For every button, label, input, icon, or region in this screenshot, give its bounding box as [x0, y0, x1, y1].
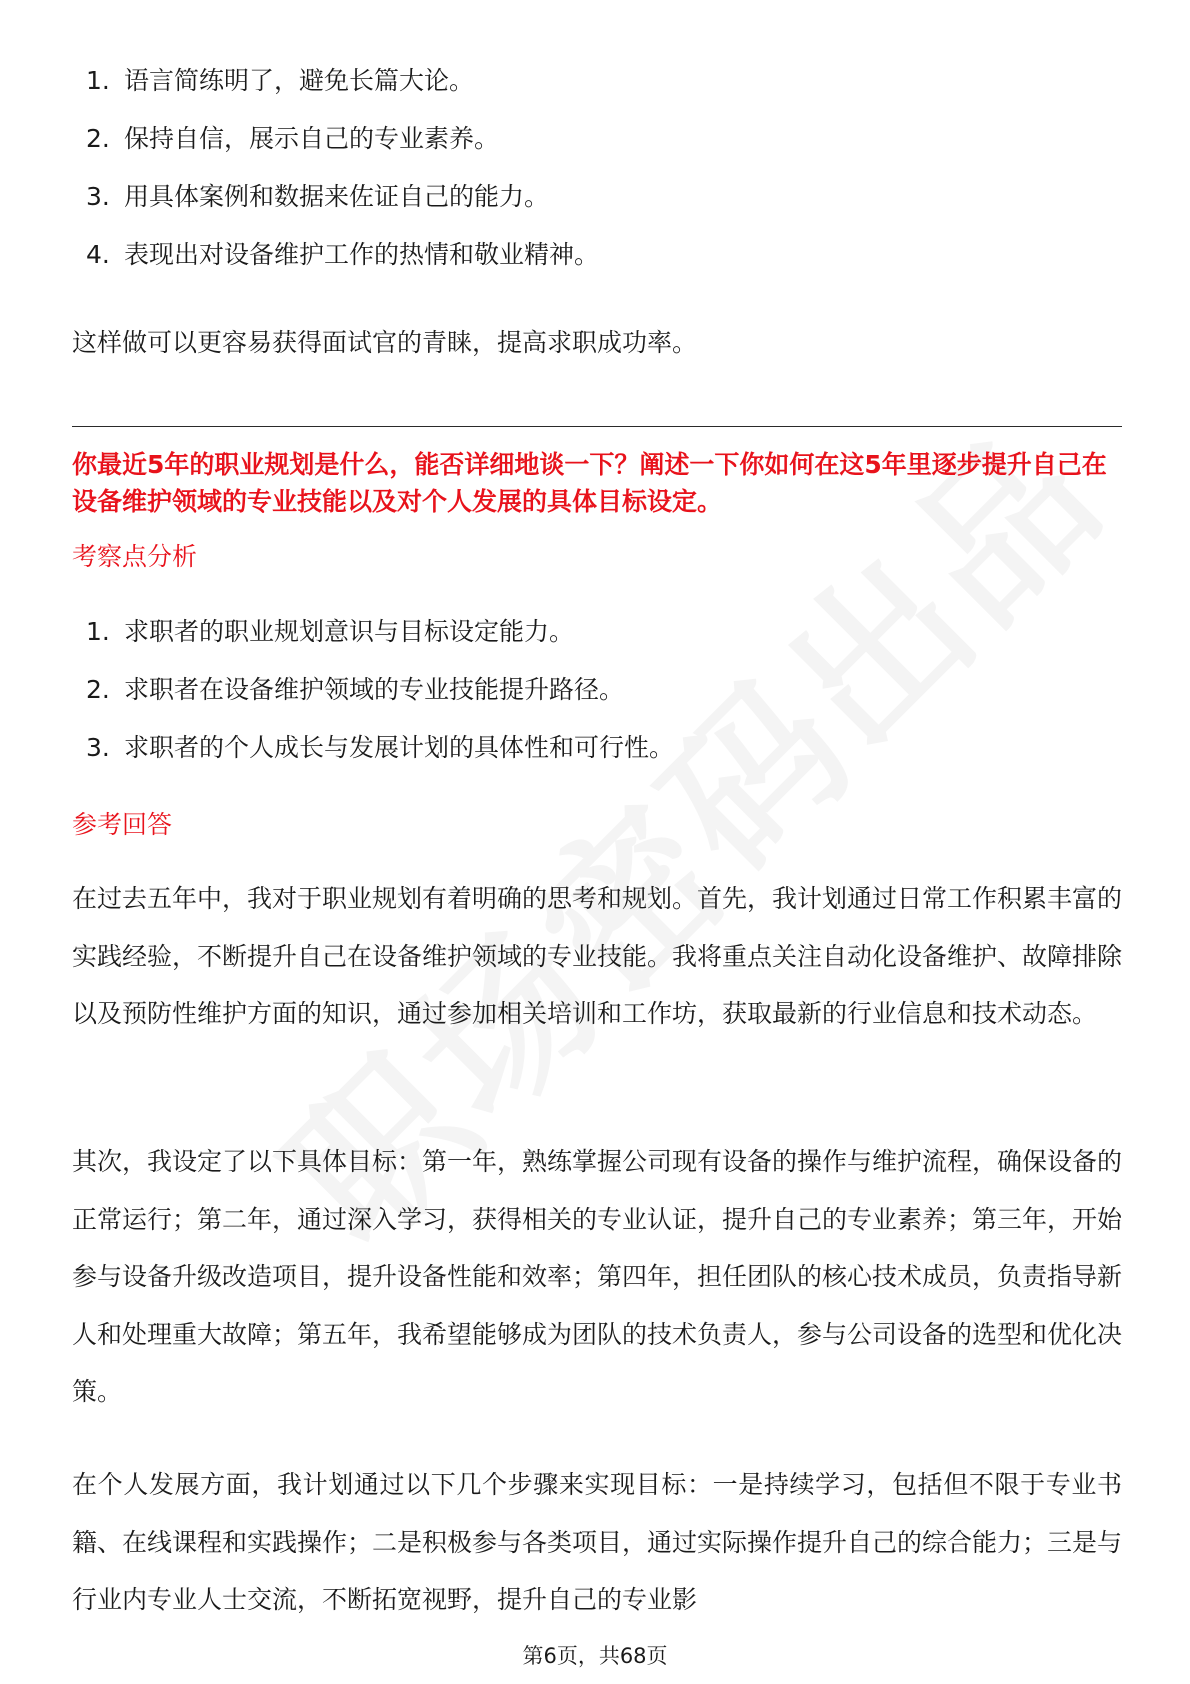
analysis-heading: 考察点分析 — [72, 542, 198, 571]
list-number: 3. — [86, 733, 110, 762]
list-text: 语言简练明了，避免长篇大论。 — [124, 66, 475, 95]
list-text: 求职者的职业规划意识与目标设定能力。 — [124, 617, 575, 646]
list-text: 保持自信，展示自己的专业素养。 — [124, 124, 500, 153]
list-text: 求职者的个人成长与发展计划的具体性和可行性。 — [124, 733, 675, 762]
list-text: 用具体案例和数据来佐证自己的能力。 — [124, 182, 550, 211]
list-number: 3. — [86, 182, 110, 211]
list-number: 2. — [86, 124, 110, 153]
answer-paragraph: 在过去五年中，我对于职业规划有着明确的思考和规划。首先，我计划通过日常工作积累丰富的实践经验，不断提升自己在设备维护领域的专业技能。我将重点关注自动化设备维护、故障排除以及预防性维护方面的知识，通过参加相关培训和工作坊，获取最新的行业信息和技术动态。 — [72, 884, 1123, 1028]
page-footer: 第6页，共68页 — [522, 1644, 668, 1668]
list-number: 4. — [86, 240, 110, 269]
list-number: 2. — [86, 675, 110, 704]
list-item — [72, 238, 599, 272]
list-item — [72, 615, 674, 649]
answer-paragraph: 其次，我设定了以下具体目标：第一年，熟练掌握公司现有设备的操作与维护流程，确保设备的正常运行；第二年，通过深入学习，获得相关的专业认证，提升自己的专业素养；第三年，开始参与设备升级改造项目，提升设备性能和效率；第四年，担任团队的核心技术成员，负责指导新人和处理重大故障；第五年，我希望能够成为团队的技术负责人，参与公司设备的选型和优化决策。 — [72, 1147, 1123, 1406]
section-divider — [72, 426, 1122, 427]
analysis-list — [72, 615, 674, 789]
closing-sentence: 这样做可以更容易获得面试官的青睐，提高求职成功率。 — [72, 328, 698, 357]
list-item — [72, 64, 599, 98]
answer-heading: 参考回答 — [72, 810, 173, 839]
list-text: 表现出对设备维护工作的热情和敬业精神。 — [124, 240, 600, 269]
tips-list — [72, 64, 599, 296]
interview-question: 你最近5年的职业规划是什么，能否详细地谈一下？阐述一下你如何在这5年里逐步提升自己在设备维护领域的专业技能以及对个人发展的具体目标设定。 — [72, 450, 1107, 516]
list-item — [72, 673, 674, 707]
list-item — [72, 731, 674, 765]
list-item — [72, 122, 599, 156]
answer-paragraph: 在个人发展方面，我计划通过以下几个步骤来实现目标：一是持续学习，包括但不限于专业书籍、在线课程和实践操作；二是积极参与各类项目，通过实际操作提升自己的综合能力；三是与行业内专业人士交流，不断拓宽视野，提升自己的专业影 — [72, 1470, 1123, 1614]
list-item — [72, 180, 599, 214]
list-number: 1. — [86, 617, 110, 646]
list-number: 1. — [86, 66, 110, 95]
list-text: 求职者在设备维护领域的专业技能提升路径。 — [124, 675, 625, 704]
